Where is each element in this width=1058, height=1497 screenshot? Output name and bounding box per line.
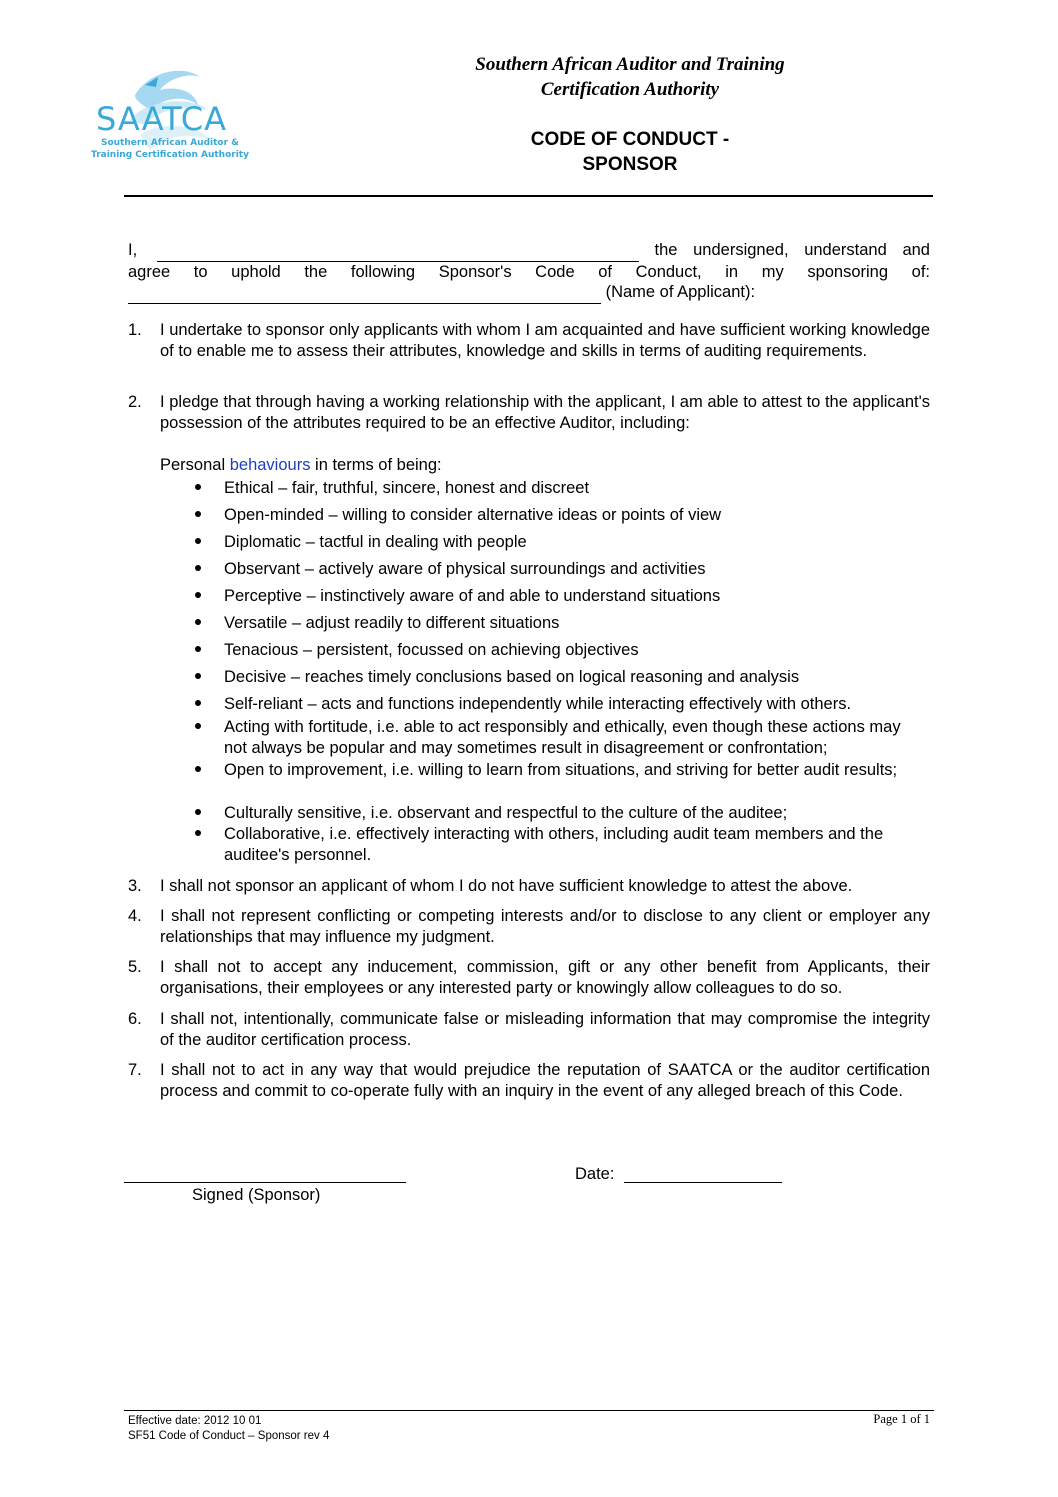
bullet-item: Diplomatic – tactful in dealing with people [224,533,527,551]
document-title [430,127,830,177]
org-name-line2: Certification Authority [540,79,720,100]
bullet-icon [194,766,202,774]
footer-divider [124,1410,934,1411]
bullet-item: Open to improvement, i.e. willing to learn from situations, and striving for better audit results; [224,761,898,779]
item-text: I pledge that through having a working relationship with the applicant, I am able to attest to the applicant's possession of the attributes required to be an effective Auditor, including: [160,393,930,432]
item-text: I shall not, intentionally, communicate false or misleading information that may compromise the integrity of the auditor certification process. [160,1010,930,1049]
item-number: 5. [128,958,142,976]
bullet-item: Self-reliant – acts and functions independently while interacting effectively with others. [224,695,852,713]
bullet-item: Ethical – fair, truthful, sincere, honest and discreet [224,479,590,497]
page-number: Page 1 of 1 [873,1412,930,1426]
intro-line2: agree to uphold the following Sponsor's Code of Conduct, in my sponsoring of: [128,262,930,281]
item-text: I shall not to act in any way that would prejudice the reputation of SAATCA or the auditor certification process and commit to co-operate fully with an inquiry in the event of any alleged breach of this Code. [160,1061,930,1100]
bullet-item: Tenacious – persistent, focussed on achieving objectives [224,641,639,659]
title-line2: SPONSOR [582,154,678,175]
item-text: I shall not sponsor an applicant of whom I do not have sufficient knowledge to attest the above. [160,877,853,895]
effective-date: Effective date: 2012 10 01 [128,1415,262,1427]
date-label: Date: [575,1165,615,1183]
bullet-icon [194,484,202,492]
applicant-label: (Name of Applicant): [605,283,756,301]
bullet-icon [194,565,202,573]
sponsor-name-field[interactable] [157,240,639,262]
intro-line3 [128,282,930,304]
item-number: 7. [128,1061,142,1079]
item-text: I shall not represent conflicting or competing interests and/or to disclose to any client or employer any relationships that may influence my judgment. [160,907,930,946]
bullet-icon [194,809,202,817]
item-number: 2. [128,393,142,411]
bullet-icon [194,619,202,627]
bullet-item: Acting with fortitude, i.e. able to act responsibly and ethically, even though these actions may not always be popular and may sometimes result in disagreement or confrontation; [224,718,901,757]
org-name-line1: Southern African Auditor and Training [475,54,785,75]
bullet-item: Decisive – reaches timely conclusions based on logical reasoning and analysis [224,668,800,686]
bullet-icon [194,723,202,731]
bullet-icon [194,673,202,681]
behaviours-intro [160,455,442,476]
signature-line[interactable] [124,1182,406,1183]
title-line1: CODE OF CONDUCT - [530,129,730,150]
bullet-item: Perceptive – instinctively aware of and able to understand situations [224,587,721,605]
bullet-item: Observant – actively aware of physical surroundings and activities [224,560,706,578]
bullet-icon [194,830,202,838]
bullet-item: Culturally sensitive, i.e. observant and respectful to the culture of the auditee; [224,804,788,822]
intro-line1-end: the undersigned, understand and [654,241,930,259]
logo-wordmark: SAATCA [96,100,227,138]
item-number: 1. [128,321,142,339]
saatca-logo [90,65,260,170]
item-text: I shall not to accept any inducement, commission, gift or any other benefit from Applicants, their organisations, their employees or any interested party or knowingly allow colleagues to do so. [160,958,930,997]
logo-subtext-line2: Training Certification Authority [91,150,249,160]
bullet-item: Versatile – adjust readily to different situations [224,614,560,632]
bullet-item: Open-minded – willing to consider alternative ideas or points of view [224,506,722,524]
bullet-icon [194,592,202,600]
bullet-icon [194,538,202,546]
bullet-icon [194,511,202,519]
bullet-item: Collaborative, i.e. effectively interacting with others, including audit team members and the auditee's personnel. [224,825,884,864]
intro-start: I, [128,241,138,259]
intro-line1 [128,240,930,262]
bullet-icon [194,646,202,654]
signed-label: Signed (Sponsor) [192,1186,321,1204]
header-divider [124,195,933,197]
date-field[interactable] [624,1182,782,1183]
organization-name [380,52,880,102]
behaviours-link[interactable]: behaviours [229,456,311,474]
document-reference: SF51 Code of Conduct – Sponsor rev 4 [128,1430,330,1442]
item-text: I undertake to sponsor only applicants with whom I am acquainted and have sufficient working knowledge of to enable me to assess their attributes, knowledge and skills in terms of auditing requirements. [160,321,930,360]
applicant-name-field[interactable] [128,282,601,304]
logo-subtext-line1: Southern African Auditor & [100,138,240,148]
item-number: 4. [128,907,142,925]
intro-paragraph [128,240,930,304]
item-number: 6. [128,1010,142,1028]
behaviours-intro-before: Personal [160,456,226,474]
item-number: 3. [128,877,142,895]
bullet-icon [194,700,202,708]
behaviours-intro-after: in terms of being: [315,456,442,474]
